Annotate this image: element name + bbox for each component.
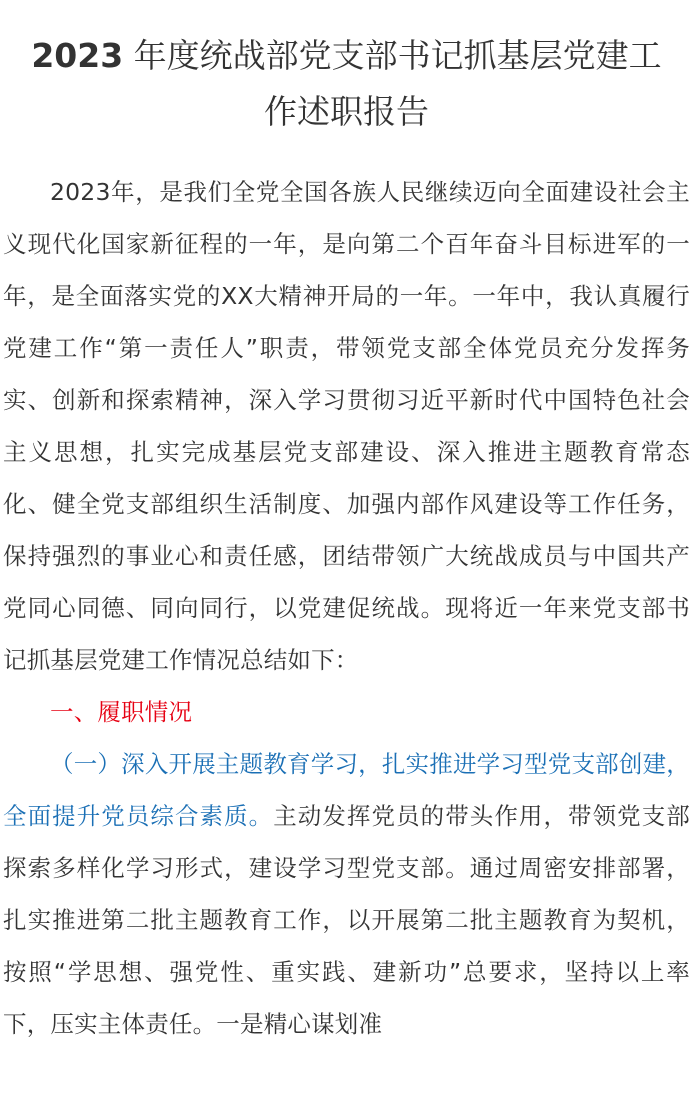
subsection-body-1: 主动发挥党员的带头作用，带领党支部探索多样化学习形式，建设学习型党支部。通过周密安排部署，扎实推进第二批主题教育工作，以开展第二批主题教育为契机，按照“学思想、强党性、重实践、建新功”总要求，坚持以上率下，压实主体责任。一是精心谋划准 — [3, 802, 690, 1038]
title-text-line2: 作述职报告 — [264, 92, 429, 131]
section-heading-1: 一、履职情况 — [50, 698, 193, 726]
subsection-paragraph-1 — [3, 738, 690, 1050]
title-year: 2023 — [31, 36, 124, 75]
title-text-line1: 年度统战部党支部书记抓基层党建工 — [133, 36, 662, 75]
subsection-heading-1: （一）深入开展主题教育学习，扎实推进学习型党支部创建，全面提升党员综合素质。 — [3, 750, 690, 830]
intro-paragraph: 2023年，是我们全党全国各族人民继续迈向全面建设社会主义现代化国家新征程的一年，是向第二个百年奋斗目标进军的一年，是全面落实党的XX大精神开局的一年。一年中，我认真履行党建工作“第一责任人”职责，带领党支部全体党员充分发挥务实、创新和探索精神，深入学习贯彻习近平新时代中国特色社会主义思想，扎实完成基层党支部建设、深入推进主题教育常态化、健全党支部组织生活制度、加强内部作风建设等工作任务，保持强烈的事业心和责任感，团结带领广大统战成员与中国共产党同心同德、同向同行，以党建促统战。现将近一年来党支部书记抓基层党建工作情况总结如下： — [3, 178, 690, 674]
document-title — [3, 28, 690, 140]
